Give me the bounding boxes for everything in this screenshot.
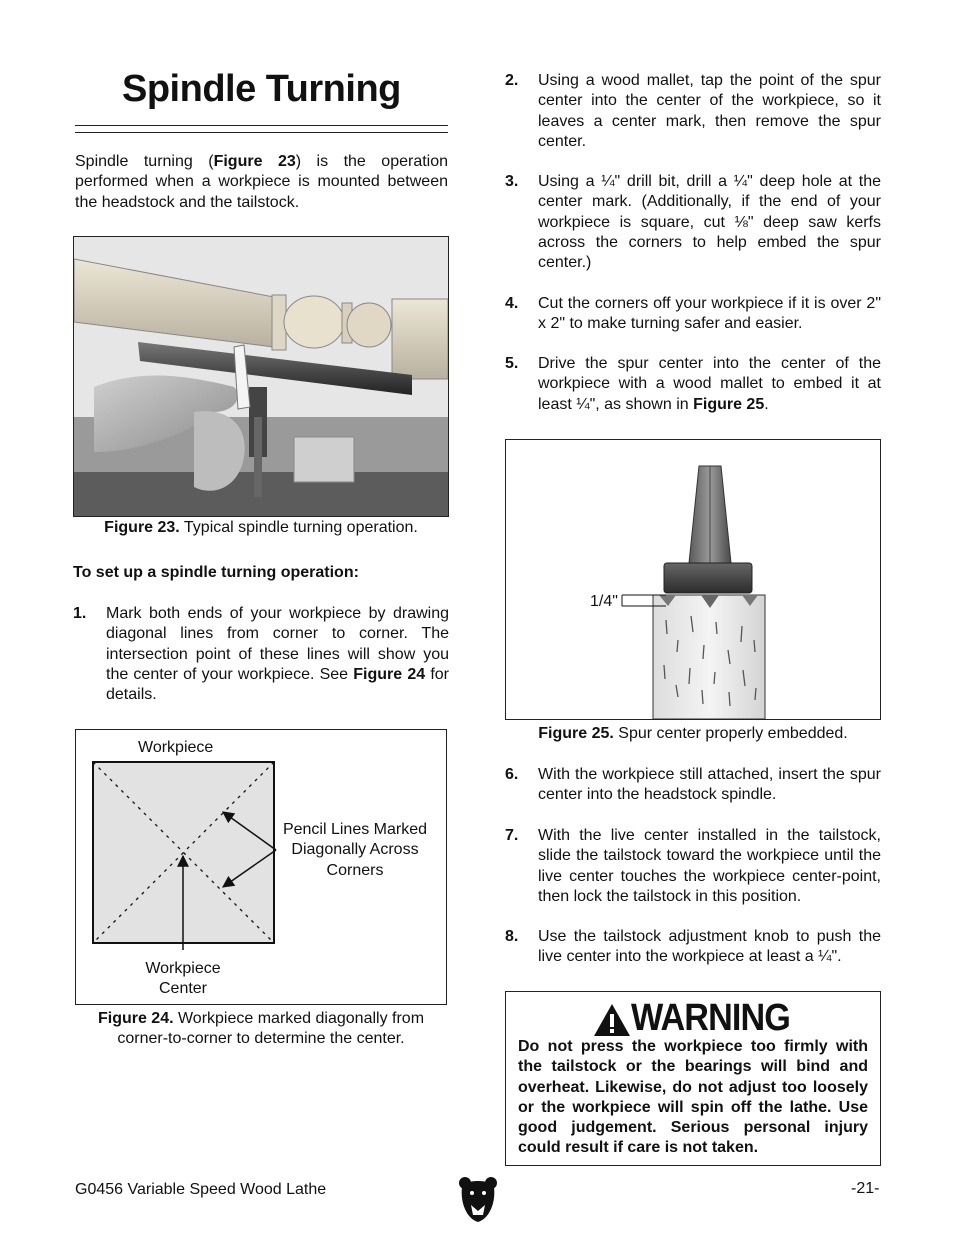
figure-24-label: Figure 24. [97,1010,174,1027]
step-4-text: Cut the corners off your workpiece if it is over 2" x 2" to make turning safer and easier. [538,295,881,333]
step-5 [505,354,881,418]
setup-heading: To set up a spindle turning operation: [73,564,359,581]
step-1-text [106,604,449,705]
step-5-text-start: Drive the spur center into the center of the workpiece with a wood mallet to embed it at least ¼", as shown in [538,355,881,413]
step-8 [505,927,881,971]
step-5-text-end: . [764,395,769,413]
step-3-number: 3. [505,173,519,190]
step-3-text: Using a ¼" drill bit, drill a ¼" deep hole at the center mark. (Additionally, if the end of your workpiece is square, cut ⅛" deep saw kerfs across the corners to help embed the spur center.) [538,173,881,272]
figure-23-photo [73,236,449,517]
quarter-inch-label: 1/4" [590,593,618,610]
step-1 [73,604,449,708]
figure-23-caption [73,518,449,538]
figure-23-caption-text: Typical spindle turning operation. [179,519,418,536]
warning-text: Do not press the workpiece too firmly with the tailstock or the bearings will bind and overheat. Likewise, do not adjust too loosely or the workpiece will spin off the lathe. Use good judgement. Serious personal injury could result if care is not taken. [518,1038,868,1157]
figure-25-caption-text: Spur center properly embedded. [613,725,848,742]
warning-triangle-icon [592,1002,632,1038]
title-rule-bottom [75,132,448,133]
figure-25-label: Figure 25. [538,725,614,742]
figure-25-diagram [505,439,881,720]
lathe-photo-illustration [74,237,448,516]
step-7 [505,826,881,910]
figure-24-caption-text: Workpiece marked diagonally from corner-to-corner to determine the center. [117,1010,425,1048]
step-2-number: 2. [505,72,519,89]
workpiece-center-label: Workpiece Center [145,960,221,998]
page-number: -21- [851,1180,880,1197]
figure-23-label: Figure 23. [104,519,180,536]
step-2-text: Using a wood mallet, tap the point of the spur center into the center of the workpiece, so it leaves a center mark, then remove the spur center. [538,72,881,150]
step-5-text [538,354,881,415]
figure-25-caption [505,724,881,744]
footer-title: G0456 Variable Speed Wood Lathe [75,1181,327,1198]
step-8-text: Use the tailstock adjustment knob to push the live center into the workpiece at least a ¼". [538,928,881,966]
step-4 [505,294,881,338]
page-title: Spindle Turning [122,68,401,110]
step-6 [505,765,881,809]
step-1-text-start: Mark both ends of your workpiece by drawing diagonal lines from corner to corner. The intersection point of these lines will show you the center of your workpiece. See [106,605,449,683]
step-3 [505,172,881,276]
step-5-number: 5. [505,355,519,372]
step-1-number: 1. [73,605,87,622]
step-1-figure-ref: Figure 24 [353,665,426,683]
intro-text-end: ) is the operation performed when a workpiece is mounted between the headstock and the tailstock. [75,153,449,211]
step-7-text: With the live center installed in the tailstock, slide the tailstock toward the workpiece until the live center touches the workpiece center-point, then lock the tailstock in this position. [538,827,881,905]
intro-figure-ref: Figure 23 [213,153,296,170]
step-6-text: With the workpiece still attached, insert the spur center into the headstock spindle. [538,766,881,804]
title-rule-top [75,125,448,126]
intro-text-start: Spindle turning ( [75,153,214,170]
figure-24-caption [75,1009,447,1050]
workpiece-label: Workpiece [138,739,214,756]
spur-center-diagram [506,440,880,719]
warning-title: WARNING [631,997,790,1039]
step-8-number: 8. [505,928,519,945]
figure-24-diagram [75,729,447,1005]
bear-logo-icon [459,1175,497,1223]
step-7-number: 7. [505,827,519,844]
pencil-lines-label: Pencil Lines Marked Diagonally Across Corners [282,821,428,879]
step-4-number: 4. [505,295,519,312]
step-1-text-end: for details. [106,665,449,704]
step-5-figure-ref: Figure 25 [693,395,765,413]
warning-box [505,991,881,1166]
step-2 [505,71,881,155]
step-6-number: 6. [505,766,519,783]
intro-paragraph [75,152,448,213]
